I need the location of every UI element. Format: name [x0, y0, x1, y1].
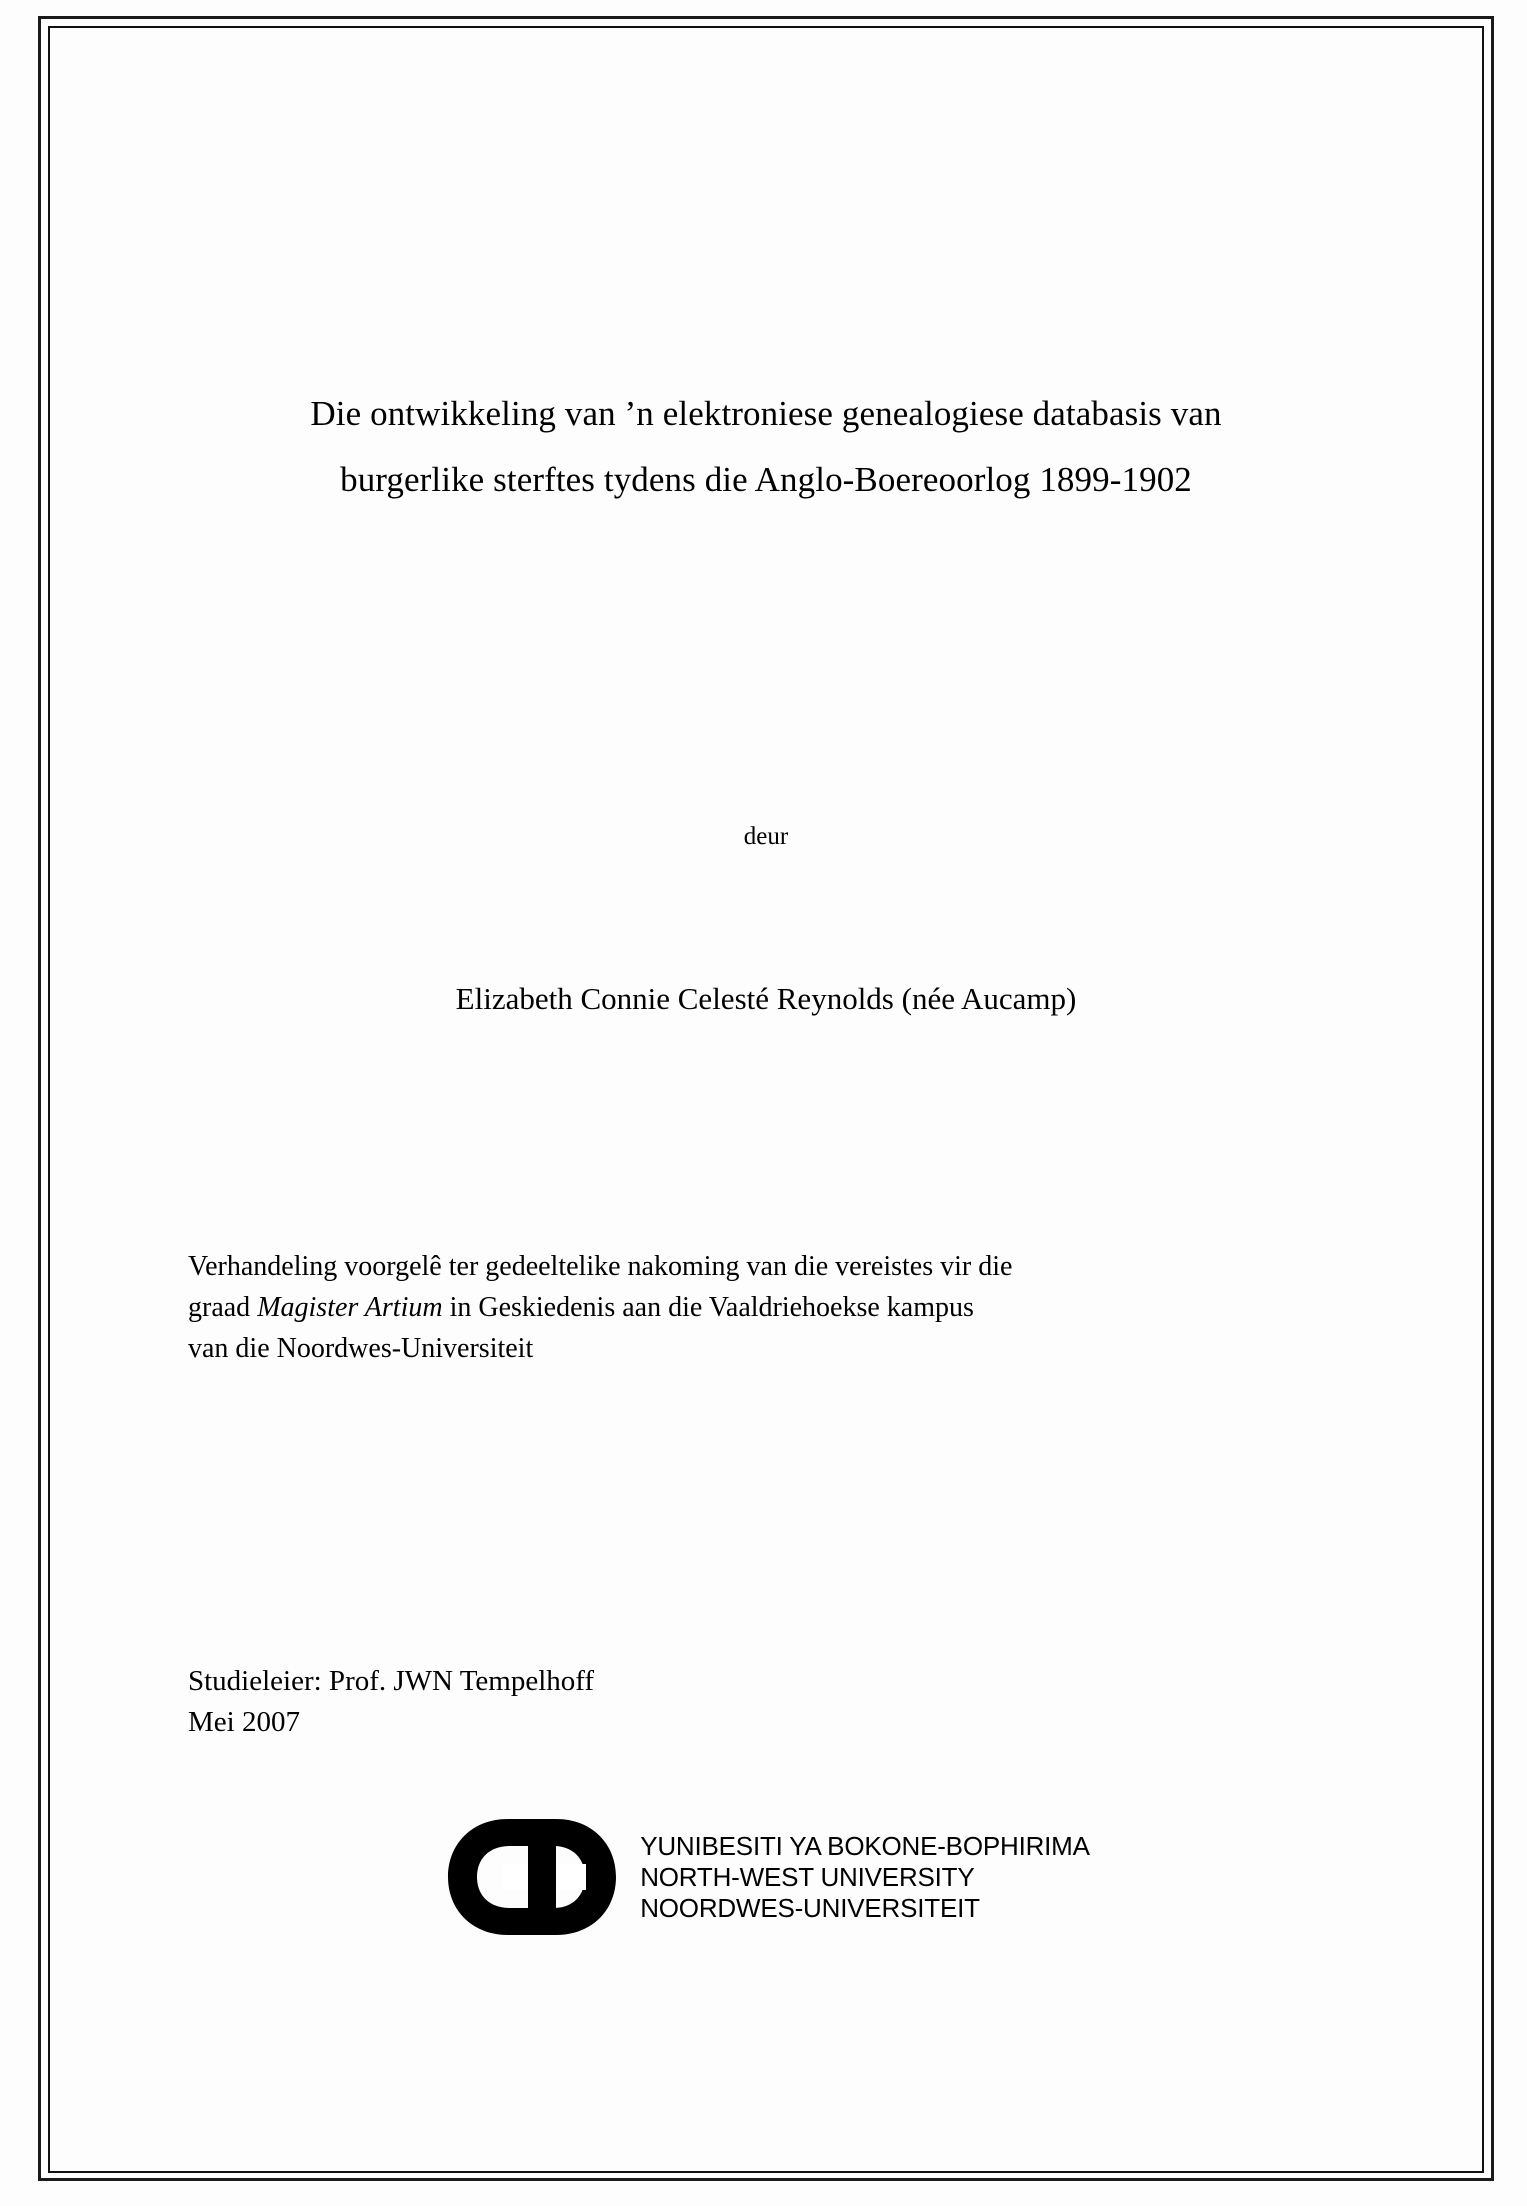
degree-statement-line-1: Verhandeling voorgelê ter gedeeltelike nakoming van die vereistes vir die [188, 1251, 1013, 1282]
date-line: Mei 2007 [188, 1706, 300, 1738]
degree-name: Magister Artium [257, 1292, 443, 1323]
degree-statement-line-2-pre: graad [188, 1292, 258, 1323]
degree-statement-line-3: van die Noordwes-Universiteit [188, 1333, 534, 1364]
degree-statement [188, 1246, 1343, 1369]
supervisor-block [188, 1661, 1088, 1743]
supervisor-line: Studieleier: Prof. JWN Tempelhoff [188, 1665, 595, 1697]
logo-text-line-2: NORTH-WEST UNIVERSITY [640, 1861, 975, 1892]
page-title [186, 381, 1346, 513]
degree-statement-line-2-post: in Geskiedenis aan die Vaaldriehoekse kampus [442, 1292, 974, 1323]
by-label: deur [743, 823, 789, 850]
logo-text-line-1: YUNIBESITI YA BOKONE-BOPHIRIMA [640, 1830, 1090, 1861]
title-page-content [186, 26, 1346, 2173]
author-name: Elizabeth Connie Celesté Reynolds (née Aucamp) [455, 981, 1077, 1016]
title-line-1: Die ontwikkeling van ’n elektroniese genealogiese databasis van [310, 394, 1222, 433]
title-line-2: burgerlike sterftes tydens die Anglo-Boereoorlog 1899-1902 [340, 460, 1192, 499]
logo-text [640, 1831, 1090, 1924]
university-logo [186, 1816, 1346, 1938]
degree-statement-line-2 [188, 1287, 1343, 1328]
nwu-logo-icon [442, 1816, 628, 1938]
logo-text-line-3: NOORDWES-UNIVERSITEIT [640, 1892, 980, 1923]
